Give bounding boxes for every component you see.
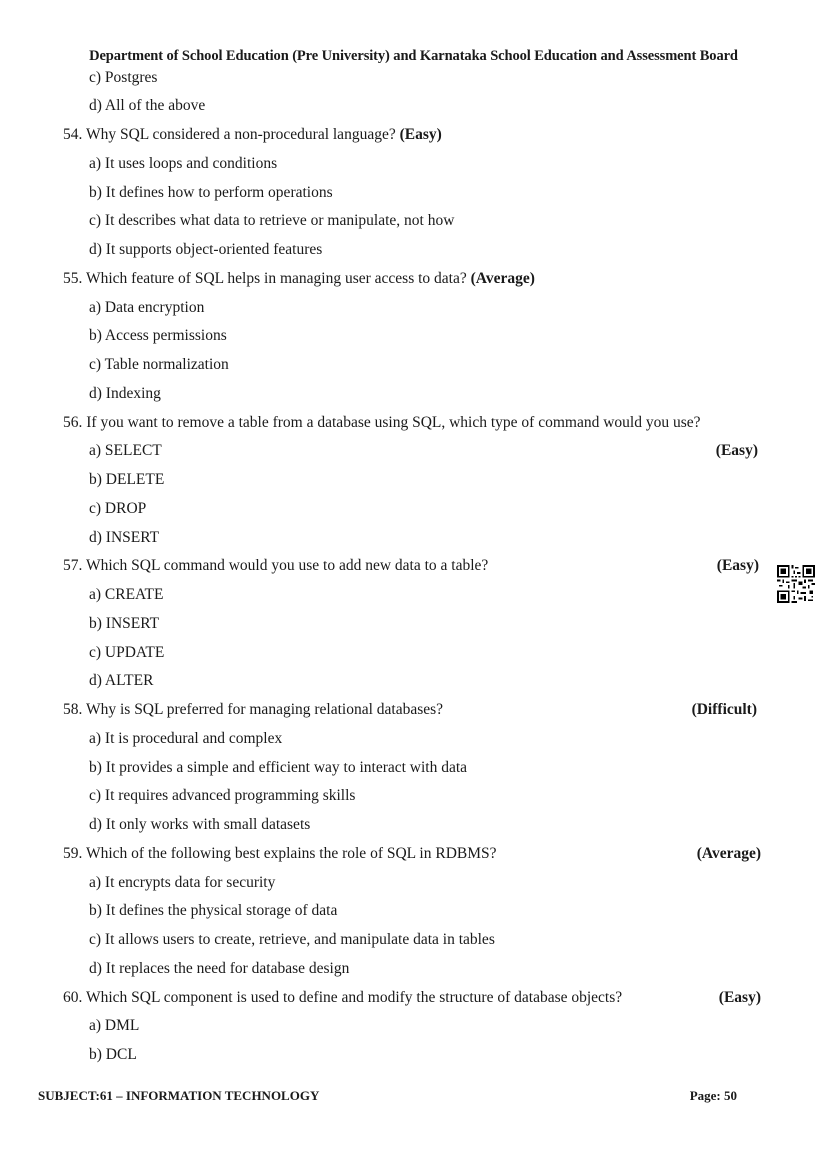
question-58: 58. Why is SQL preferred for managing relational databases?: [63, 701, 444, 718]
option: b) INSERT: [89, 615, 160, 632]
option: c) It describes what data to retrieve or manipulate, not how: [89, 212, 455, 229]
page-header: Department of School Education (Pre University) and Karnataka School Education and Assessment Board: [89, 48, 738, 64]
option-carryover-d: d) All of the above: [89, 97, 206, 114]
footer-subject: SUBJECT:61 – INFORMATION TECHNOLOGY: [38, 1088, 320, 1103]
option: a) Data encryption: [89, 299, 205, 316]
option-carryover-c: c) Postgres: [89, 69, 158, 86]
difficulty-badge: (Average): [470, 270, 535, 287]
option: d) It supports object-oriented features: [89, 241, 323, 258]
difficulty-badge: (Easy): [715, 442, 758, 459]
option: a) DML: [89, 1017, 140, 1034]
option: a) It uses loops and conditions: [89, 155, 278, 172]
option: c) It allows users to create, retrieve, and manipulate data in tables: [89, 931, 495, 948]
option: b) It provides a simple and efficient way to interact with data: [89, 759, 468, 776]
question-60: 60. Which SQL component is used to define and modify the structure of database objects?: [63, 989, 623, 1006]
difficulty-badge: (Easy): [399, 126, 442, 143]
option: d) Indexing: [89, 385, 161, 402]
question-56: 56. If you want to remove a table from a database using SQL, which type of command would you use?: [63, 414, 701, 431]
question-text: 54. Why SQL considered a non-procedural language?: [63, 126, 396, 143]
question-54: [63, 126, 442, 144]
difficulty-badge: (Easy): [716, 557, 759, 574]
option: c) Table normalization: [89, 356, 229, 373]
option: c) UPDATE: [89, 644, 165, 661]
option: b) Access permissions: [89, 327, 227, 344]
option: a) It is procedural and complex: [89, 730, 283, 747]
option: d) ALTER: [89, 672, 154, 689]
difficulty-badge: (Average): [696, 845, 761, 862]
question-57: 57. Which SQL command would you use to add new data to a table?: [63, 557, 489, 574]
option: c) It requires advanced programming skills: [89, 787, 356, 804]
difficulty-badge: (Easy): [718, 989, 761, 1006]
option: a) CREATE: [89, 586, 164, 603]
option: b) DCL: [89, 1046, 137, 1063]
option: a) SELECT: [89, 442, 162, 459]
option: b) It defines how to perform operations: [89, 184, 333, 201]
option: b) It defines the physical storage of data: [89, 902, 338, 919]
question-text: 55. Which feature of SQL helps in managing user access to data?: [63, 270, 467, 287]
footer-page-number: Page: 50: [689, 1088, 737, 1103]
option: a) It encrypts data for security: [89, 874, 276, 891]
option: d) INSERT: [89, 529, 160, 546]
difficulty-badge: (Difficult): [691, 701, 757, 718]
qr-code-icon: [777, 565, 815, 603]
option: d) It only works with small datasets: [89, 816, 311, 833]
question-55: [63, 270, 535, 288]
option: d) It replaces the need for database design: [89, 960, 350, 977]
option: b) DELETE: [89, 471, 165, 488]
option: c) DROP: [89, 500, 147, 517]
question-59: 59. Which of the following best explains the role of SQL in RDBMS?: [63, 845, 497, 862]
